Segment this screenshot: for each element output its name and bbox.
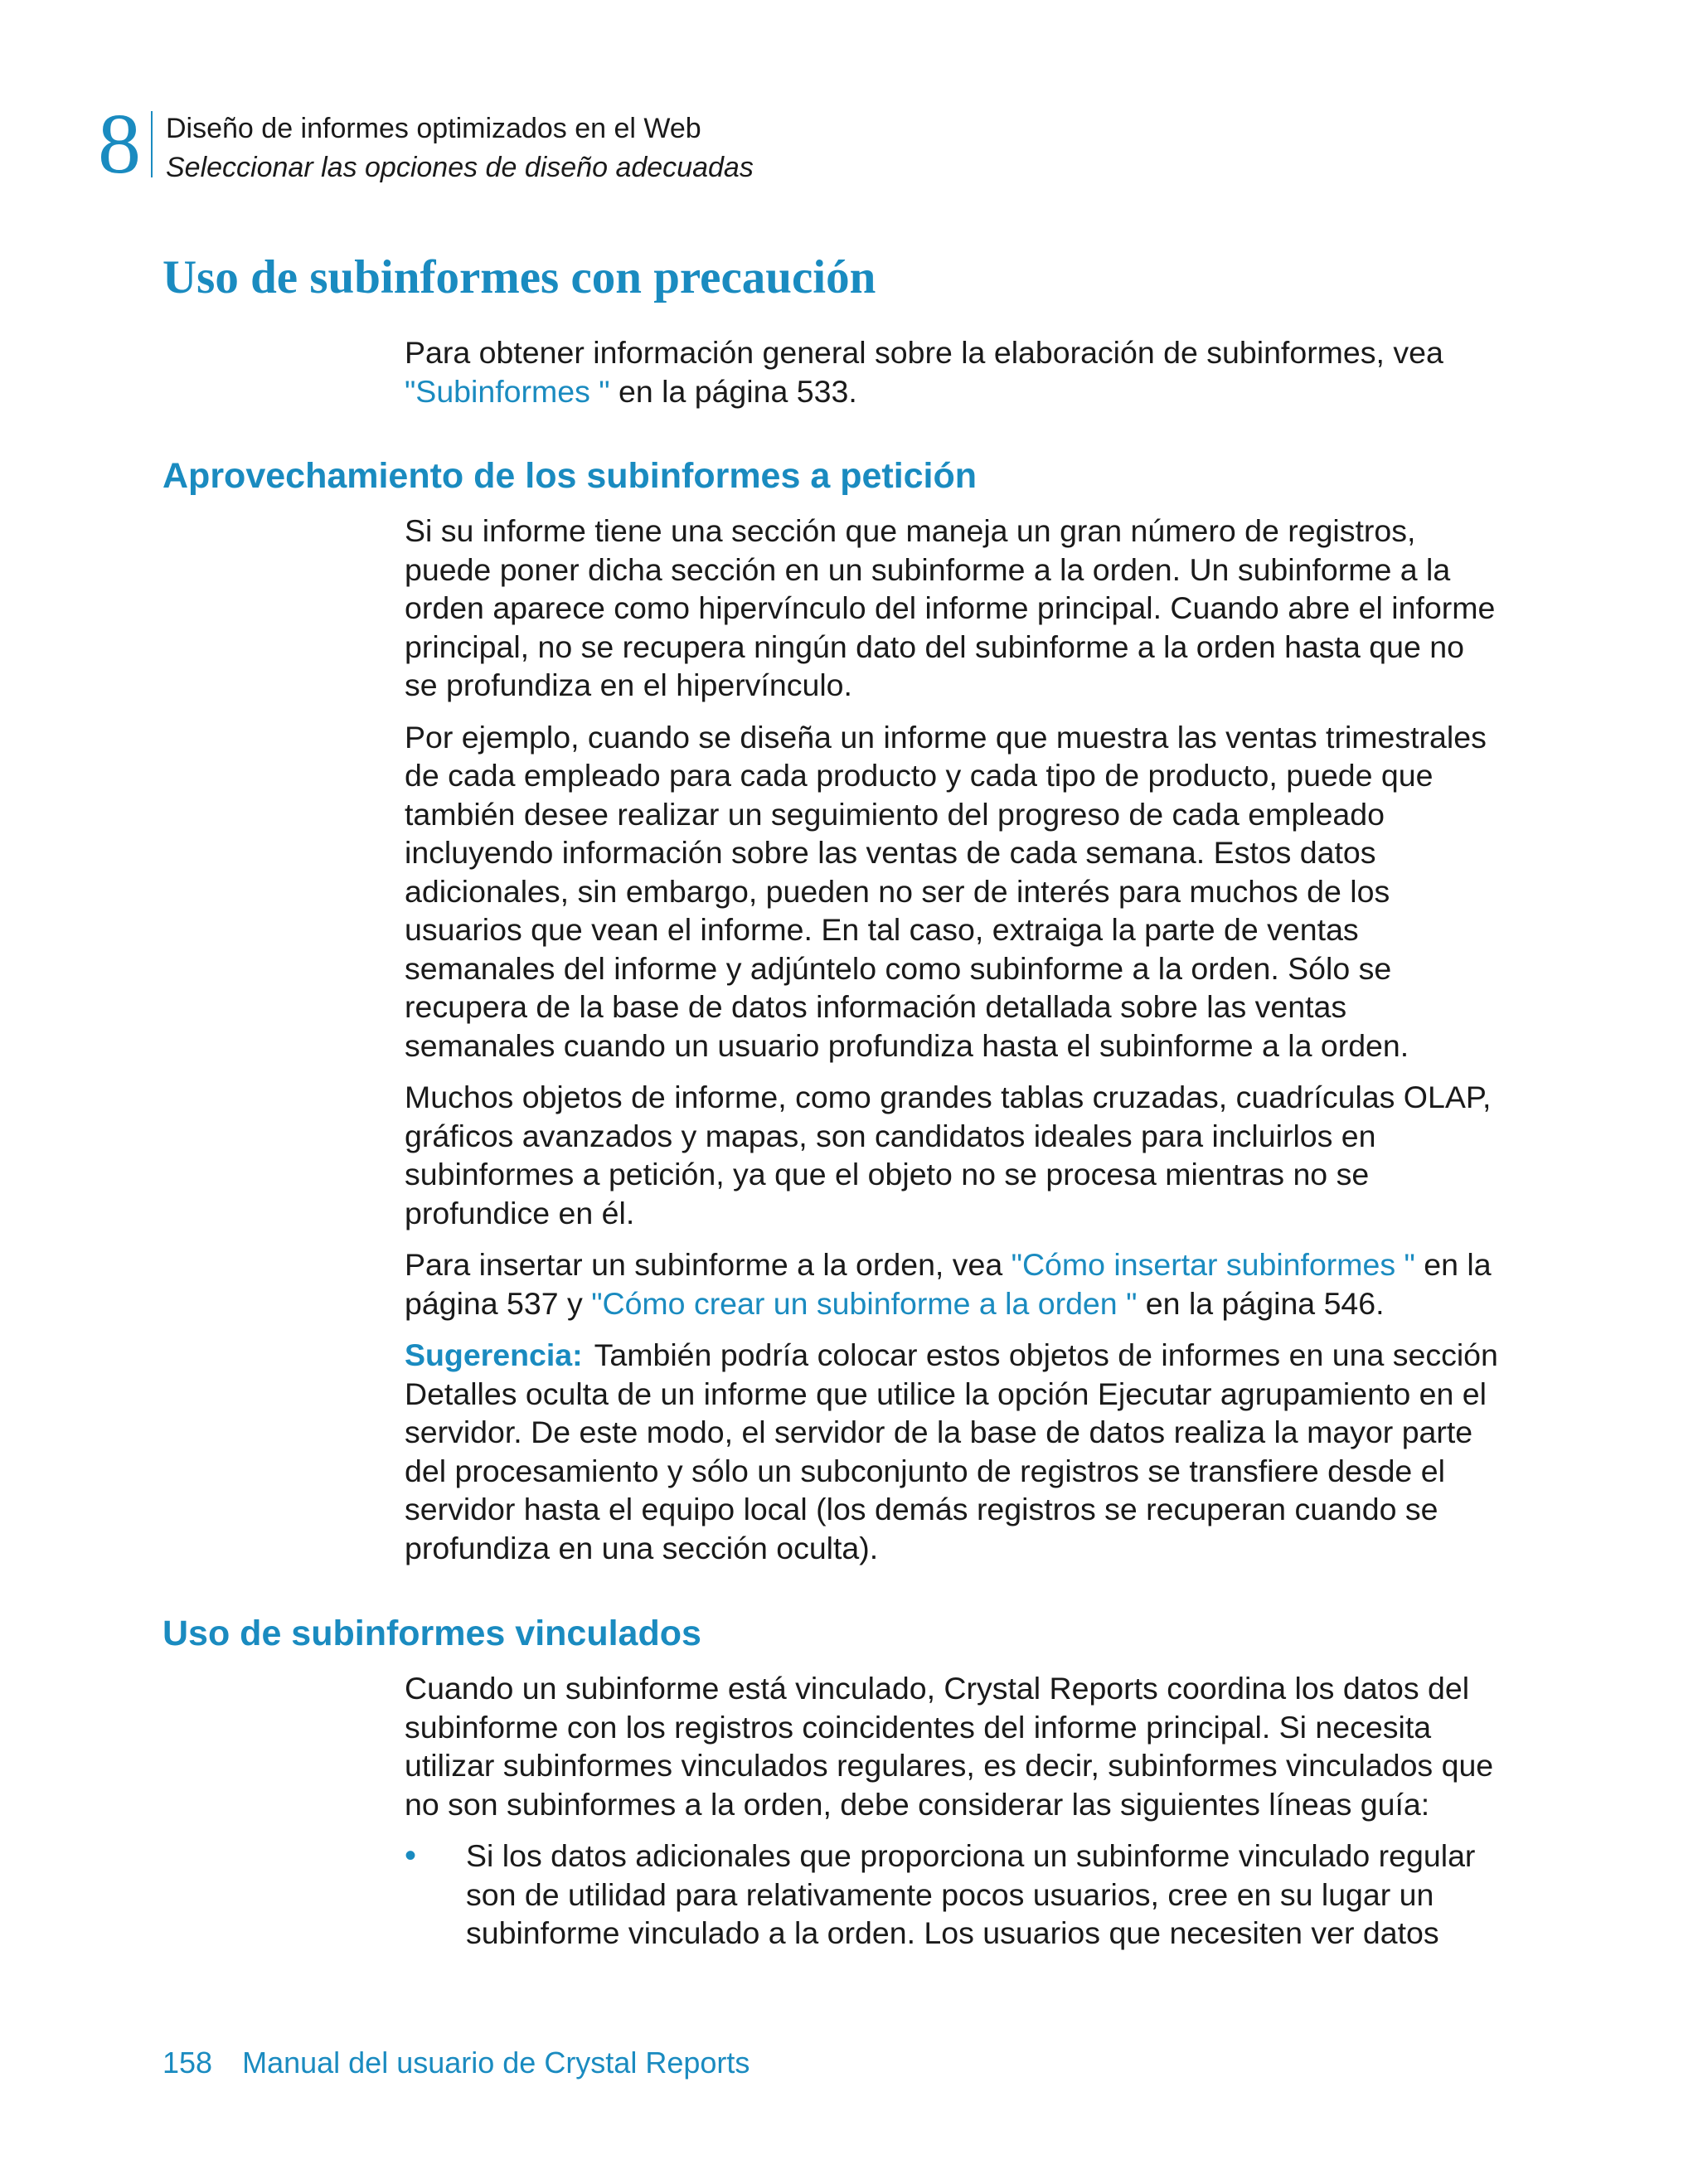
paragraph: Si su informe tiene una sección que maneja un gran número de registros, puede poner dicha sección en un subinforme a la orden. Un subinforme a la orden aparece como hipervínculo del informe principal. Cuando abre el informe principal, no se recupera ningún dato del subinforme a la orden hasta que no se profundiza en el hipervínculo. <box>405 513 1496 702</box>
xref-text: en la página 546. <box>1137 1285 1385 1321</box>
page-footer <box>163 2045 750 2081</box>
chapter-number: 8 <box>98 96 141 192</box>
chapter-title: Diseño de informes optimizados en el Web <box>166 113 701 144</box>
chapter-divider <box>151 111 153 177</box>
bullet-list <box>405 1837 1499 1953</box>
xref-link-insertar-subinformes[interactable]: "Cómo insertar subinformes " <box>1011 1247 1415 1282</box>
xref-link-subinformes[interactable]: "Subinformes " <box>405 373 610 409</box>
intro-paragraph <box>405 333 1499 410</box>
paragraph: Por ejemplo, cuando se diseña un informe que muestra las ventas trimestrales de cada empleado para cada producto y cada tipo de producto, puede que también desee realizar un seguimiento del progreso de cada empleado incluyendo información sobre las ventas de cada semana. Estos datos adicionales, sin embargo, pueden no ser de interés para muchos de los usuarios que vean el informe. En tal caso, extraiga la parte de ventas semanales del informe y adjúntelo como subinforme a la orden. Sólo se recupera de la base de datos información detallada sobre las ventas semanales cuando un usuario profundiza hasta el subinforme a la orden. <box>405 719 1487 1063</box>
tip-text: También podría colocar estos objetos de informes en una sección Detalles oculta de un informe que utilice la opción Ejecutar agrupamiento en el servidor. De este modo, el servidor de la base de datos realiza la mayor parte del procesamiento y sólo un subconjunto de registros se transfiere desde el servidor hasta el equipo local (los demás registros se recuperan cuando se profundiza en una sección oculta). <box>405 1337 1498 1565</box>
xref-text: en la página 537 y <box>405 1247 1492 1321</box>
section-intro <box>405 333 1499 410</box>
tip-paragraph <box>405 1336 1499 1567</box>
bullet-icon: • <box>405 1837 417 1874</box>
subsection-body-a-peticion <box>405 512 1499 1567</box>
subsection-heading-a-peticion: Aprovechamiento de los subinformes a petición <box>163 456 978 496</box>
bullet-text: Si los datos adicionales que proporciona un subinforme vinculado regular son de utilidad para relativamente pocos usuarios, cree en su lugar un subinforme vinculado a la orden. Los usuarios que necesiten ver datos <box>466 1838 1476 1950</box>
paragraph: Muchos objetos de informe, como grandes tablas cruzadas, cuadrículas OLAP, gráficos avanzados y mapas, son candidatos ideales para incluirlos en subinformes a petición, ya que el objeto no se procesa mientras no se profundice en él. <box>405 1080 1492 1230</box>
page-number: 158 <box>163 2046 213 2080</box>
paragraph: Cuando un subinforme está vinculado, Crystal Reports coordina los datos del subinforme con los registros coincidentes del informe principal. Si necesita utilizar subinformes vinculados regulares, es decir, subinformes vinculados que no son subinformes a la orden, debe considerar las siguientes líneas guía: <box>405 1671 1494 1822</box>
xref-text: Para insertar un subinforme a la orden, vea <box>405 1247 1012 1282</box>
xref-link-crear-subinforme-orden[interactable]: "Cómo crear un subinforme a la orden " <box>591 1285 1138 1321</box>
bullet-item <box>405 1837 1499 1953</box>
section-subtitle: Seleccionar las opciones de diseño adecuadas <box>166 152 754 183</box>
subsection-body-vinculados <box>405 1669 1499 1953</box>
section-heading-subinformes-precaucion: Uso de subinformes con precaución <box>163 251 876 303</box>
intro-text-before: Para obtener información general sobre la elaboración de subinformes, vea <box>405 335 1443 370</box>
intro-text-after: en la página 533. <box>609 373 857 409</box>
paragraph-cross-references <box>405 1245 1499 1323</box>
tip-label: Sugerencia: <box>405 1337 583 1372</box>
book-title: Manual del usuario de Crystal Reports <box>242 2046 750 2080</box>
subsection-heading-vinculados: Uso de subinformes vinculados <box>163 1614 701 1653</box>
